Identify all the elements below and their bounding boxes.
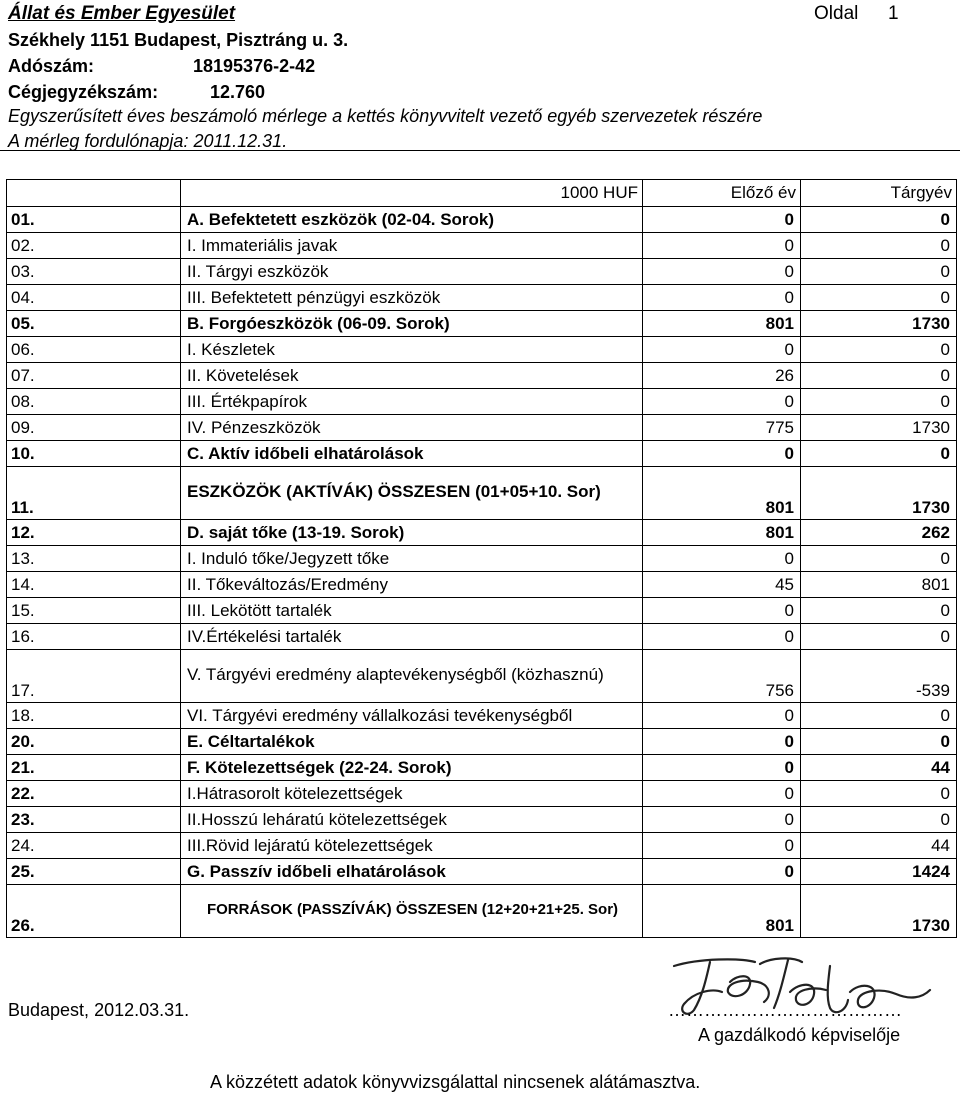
tax-value: 18195376-2-42 [193, 56, 316, 76]
current-year-value: 0 [801, 233, 957, 259]
table-row [7, 807, 957, 833]
table-row [7, 572, 957, 598]
row-number: 04. [7, 285, 181, 311]
table-row [7, 389, 957, 415]
row-number: 05. [7, 311, 181, 337]
prev-year-value: 0 [643, 781, 801, 807]
row-label: I. Immateriális javak [181, 233, 643, 259]
org-name: Állat és Ember Egyesület [8, 3, 236, 24]
row-label: III.Rövid lejáratú kötelezettségek [181, 833, 643, 859]
table-row [7, 467, 957, 520]
row-number: 25. [7, 859, 181, 885]
current-year-value: 0 [801, 729, 957, 755]
audit-note: A közzétett adatok könyvvizsgálattal nincsenek alátámasztva. [210, 1072, 701, 1092]
header-divider [0, 150, 960, 151]
prev-year-value: 756 [643, 650, 801, 703]
prev-year-value: 775 [643, 415, 801, 441]
current-year-value: 0 [801, 624, 957, 650]
current-year-value: 1730 [801, 467, 957, 520]
prev-year-value: 0 [643, 729, 801, 755]
page-number: 1 [888, 3, 899, 24]
row-number: 24. [7, 833, 181, 859]
current-year-value: 0 [801, 781, 957, 807]
table-row [7, 598, 957, 624]
row-number: 18. [7, 703, 181, 729]
row-label: B. Forgóeszközök (06-09. Sorok) [181, 311, 643, 337]
row-label: D. saját tőke (13-19. Sorok) [181, 520, 643, 546]
row-number: 17. [7, 650, 181, 703]
page-label: Oldal [814, 3, 859, 24]
prev-year-value: 26 [643, 363, 801, 389]
row-number: 13. [7, 546, 181, 572]
row-label: I. Készletek [181, 337, 643, 363]
row-label: ESZKÖZÖK (AKTÍVÁK) ÖSSZESEN (01+05+10. Sor) [181, 467, 643, 520]
table-row [7, 337, 957, 363]
current-year-value: 0 [801, 207, 957, 233]
current-year-value: 0 [801, 389, 957, 415]
row-number: 14. [7, 572, 181, 598]
table-header-row [7, 180, 957, 207]
table-row [7, 781, 957, 807]
header-cell-unit: 1000 HUF [181, 180, 643, 207]
row-label: II. Tőkeváltozás/Eredmény [181, 572, 643, 598]
current-year-value: 44 [801, 755, 957, 781]
current-year-value: 0 [801, 546, 957, 572]
signature-label: A gazdálkodó képviselője [698, 1025, 901, 1045]
row-label: III. Lekötött tartalék [181, 598, 643, 624]
row-number: 08. [7, 389, 181, 415]
signature-line: ………………………………… [668, 1000, 902, 1020]
balance-date: A mérleg fordulónapja: 2011.12.31. [8, 131, 288, 151]
prev-year-value: 0 [643, 233, 801, 259]
prev-year-value: 0 [643, 703, 801, 729]
prev-year-value: 0 [643, 259, 801, 285]
row-number: 07. [7, 363, 181, 389]
prev-year-value: 45 [643, 572, 801, 598]
row-number: 02. [7, 233, 181, 259]
current-year-value: -539 [801, 650, 957, 703]
current-year-value: 801 [801, 572, 957, 598]
header-cell-no [7, 180, 181, 207]
prev-year-value: 801 [643, 311, 801, 337]
table-row [7, 259, 957, 285]
reg-label: Cégjegyzékszám: [8, 82, 159, 102]
row-label: IV.Értékelési tartalék [181, 624, 643, 650]
prev-year-value: 0 [643, 807, 801, 833]
table-row [7, 729, 957, 755]
prev-year-value: 0 [643, 285, 801, 311]
tax-label: Adószám: [8, 56, 95, 76]
row-label: E. Céltartalékok [181, 729, 643, 755]
prev-year-value: 0 [643, 755, 801, 781]
row-label: VI. Tárgyévi eredmény vállalkozási tevékenységből [181, 703, 643, 729]
prev-year-value: 0 [643, 859, 801, 885]
table-row [7, 520, 957, 546]
row-label: II.Hosszú leháratú kötelezettségek [181, 807, 643, 833]
row-number: 03. [7, 259, 181, 285]
header-cell-current-year: Tárgyév [801, 180, 957, 207]
current-year-value: 1730 [801, 311, 957, 337]
current-year-value: 0 [801, 807, 957, 833]
row-label: V. Tárgyévi eredmény alaptevékenységből (közhasznú) [181, 650, 643, 703]
prev-year-value: 801 [643, 520, 801, 546]
row-label: IV. Pénzeszközök [181, 415, 643, 441]
prev-year-value: 0 [643, 337, 801, 363]
table-row [7, 650, 957, 703]
row-number: 20. [7, 729, 181, 755]
prev-year-value: 0 [643, 624, 801, 650]
prev-year-value: 0 [643, 833, 801, 859]
prev-year-value: 0 [643, 441, 801, 467]
table-row [7, 441, 957, 467]
header-cell-prev-year: Előző év [643, 180, 801, 207]
row-label: C. Aktív időbeli elhatárolások [181, 441, 643, 467]
row-label: A. Befektetett eszközök (02-04. Sorok) [181, 207, 643, 233]
table-row [7, 311, 957, 337]
prev-year-value: 0 [643, 598, 801, 624]
table-row [7, 859, 957, 885]
current-year-value: 1730 [801, 415, 957, 441]
current-year-value: 0 [801, 598, 957, 624]
row-number: 01. [7, 207, 181, 233]
current-year-value: 0 [801, 259, 957, 285]
balance-sheet-table [6, 179, 957, 938]
current-year-value: 262 [801, 520, 957, 546]
table-row [7, 703, 957, 729]
current-year-value: 1730 [801, 885, 957, 938]
row-label: F. Kötelezettségek (22-24. Sorok) [181, 755, 643, 781]
row-number: 10. [7, 441, 181, 467]
current-year-value: 0 [801, 363, 957, 389]
row-label: I. Induló tőke/Jegyzett tőke [181, 546, 643, 572]
row-number: 21. [7, 755, 181, 781]
table-row [7, 363, 957, 389]
prev-year-value: 801 [643, 885, 801, 938]
table-row [7, 885, 957, 938]
row-number: 15. [7, 598, 181, 624]
row-label: G. Passzív időbeli elhatárolások [181, 859, 643, 885]
prev-year-value: 0 [643, 546, 801, 572]
prev-year-value: 0 [643, 389, 801, 415]
table-row [7, 624, 957, 650]
current-year-value: 0 [801, 285, 957, 311]
row-label: FORRÁSOK (PASSZÍVÁK) ÖSSZESEN (12+20+21+25. Sor) [181, 885, 643, 938]
row-number: 09. [7, 415, 181, 441]
row-number: 22. [7, 781, 181, 807]
table-row [7, 755, 957, 781]
prev-year-value: 0 [643, 207, 801, 233]
row-number: 06. [7, 337, 181, 363]
row-number: 12. [7, 520, 181, 546]
reg-value: 12.760 [210, 82, 266, 102]
table-row [7, 207, 957, 233]
row-label: III. Értékpapírok [181, 389, 643, 415]
row-label: I.Hátrasorolt kötelezettségek [181, 781, 643, 807]
row-label: II. Tárgyi eszközök [181, 259, 643, 285]
table-row [7, 415, 957, 441]
prev-year-value: 801 [643, 467, 801, 520]
current-year-value: 0 [801, 441, 957, 467]
current-year-value: 1424 [801, 859, 957, 885]
table-row [7, 285, 957, 311]
row-number: 26. [7, 885, 181, 938]
place-date: Budapest, 2012.03.31. [8, 1000, 190, 1020]
row-number: 11. [7, 467, 181, 520]
row-label: II. Követelések [181, 363, 643, 389]
balance-sheet-body [7, 180, 957, 938]
current-year-value: 0 [801, 703, 957, 729]
table-row [7, 233, 957, 259]
report-title: Egyszerűsített éves beszámoló mérlege a kettés könyvvitelt vezető egyéb szervezetek részére [8, 106, 763, 126]
org-seat: Székhely 1151 Budapest, Pisztráng u. 3. [8, 30, 349, 50]
row-number: 23. [7, 807, 181, 833]
table-row [7, 546, 957, 572]
current-year-value: 44 [801, 833, 957, 859]
row-label: III. Befektetett pénzügyi eszközök [181, 285, 643, 311]
current-year-value: 0 [801, 337, 957, 363]
row-number: 16. [7, 624, 181, 650]
table-row [7, 833, 957, 859]
